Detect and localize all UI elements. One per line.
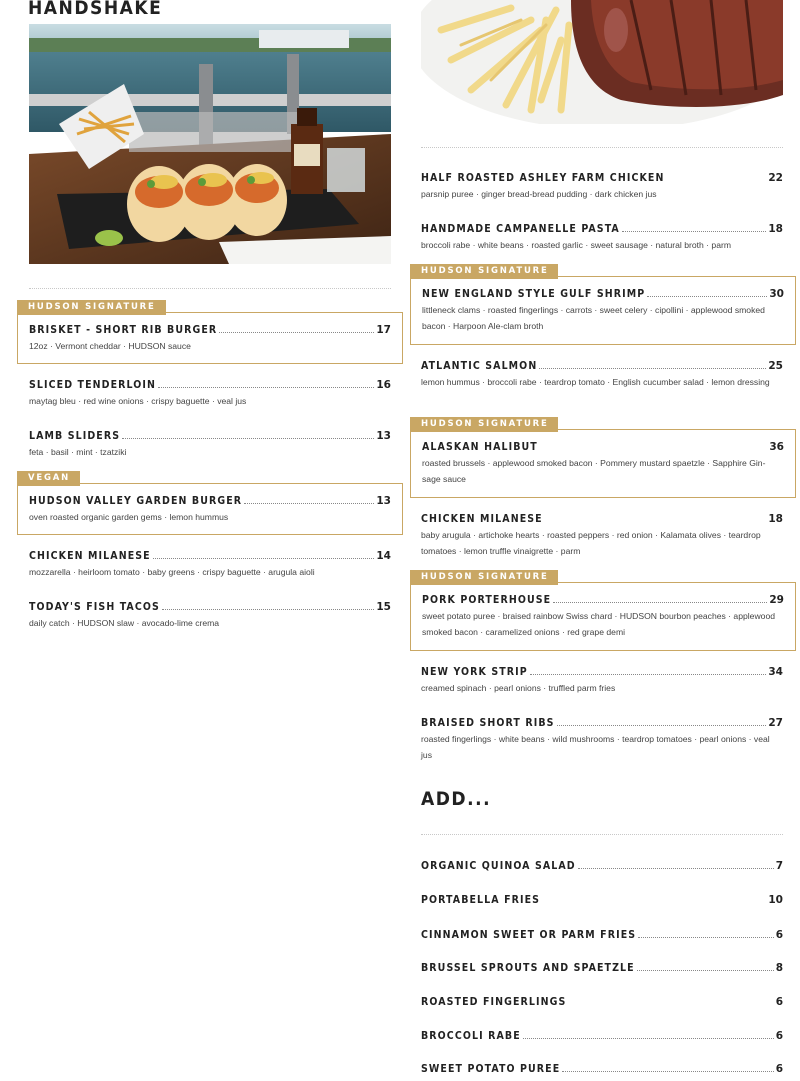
menu-item-braised-short-ribs xyxy=(421,717,783,763)
section-title-add: ADD... xyxy=(421,788,492,810)
item-name: CINNAMON SWEET OR PARM FRIES xyxy=(421,929,637,941)
leader-dots xyxy=(219,332,374,333)
item-description: baby arugula · artichoke hearts · roasted peppers · red onion · Kalamata olives · teardrop tomatoes · lemon truffle vinaigrette · parm xyxy=(421,530,761,556)
hudson-signature-tag: HUDSON SIGNATURE xyxy=(410,264,558,279)
add-item-brussel-sprouts xyxy=(421,962,783,974)
add-item-quinoa-salad xyxy=(421,860,783,872)
section-divider xyxy=(421,147,783,148)
item-description: broccoli rabe · white beans · roasted garlic · sweet sausage · natural broth · parm xyxy=(421,240,731,250)
menu-item-atlantic-salmon xyxy=(421,360,783,390)
hudson-signature-tag: HUDSON SIGNATURE xyxy=(410,570,558,585)
item-price: 14 xyxy=(376,550,391,562)
item-price: 8 xyxy=(775,962,783,974)
leader-dots xyxy=(244,503,374,504)
add-item-sweet-or-parm-fries xyxy=(421,929,783,941)
item-name: BRISKET - SHORT RIB BURGER xyxy=(29,324,218,336)
menu-item-roasted-chicken xyxy=(421,172,783,202)
add-item-broccoli-rabe xyxy=(421,1030,783,1042)
hudson-signature-tag: HUDSON SIGNATURE xyxy=(17,300,166,315)
menu-item-chicken-milanese xyxy=(29,550,391,580)
item-description: parsnip puree · ginger bread-bread pudding · dark chicken jus xyxy=(421,189,657,199)
item-name: CHICKEN MILANESE xyxy=(421,513,543,525)
item-description: lemon hummus · broccoli rabe · teardrop tomato · English cucumber salad · lemon dressing xyxy=(421,377,770,387)
item-price: 13 xyxy=(376,430,391,442)
menu-item-gulf-shrimp xyxy=(410,276,796,345)
item-name: ROASTED FINGERLINGS xyxy=(421,996,567,1008)
item-name: PORK PORTERHOUSE xyxy=(422,594,552,606)
item-description: roasted fingerlings · white beans · wild mushrooms · teardrop tomatoes · pearl onions · veal jus xyxy=(421,734,770,760)
item-name: LAMB SLIDERS xyxy=(29,430,121,442)
leader-dots xyxy=(557,725,767,726)
item-description: daily catch · HUDSON slaw · avocado-lime crema xyxy=(29,618,220,628)
item-price: 7 xyxy=(775,860,783,872)
leader-dots xyxy=(638,937,774,938)
item-price: 30 xyxy=(769,288,784,300)
leader-dots xyxy=(158,387,374,388)
leader-dots xyxy=(153,558,375,559)
menu-item-alaskan-halibut xyxy=(410,429,796,498)
hudson-signature-tag: HUDSON SIGNATURE xyxy=(410,417,558,432)
item-price: 29 xyxy=(769,594,784,606)
section-divider xyxy=(421,834,783,835)
item-price: 13 xyxy=(376,495,391,507)
item-price: 6 xyxy=(775,996,783,1008)
section-divider xyxy=(29,288,391,289)
section-title-handshake: HANDSHAKE xyxy=(28,0,163,19)
item-name: HALF ROASTED ASHLEY FARM CHICKEN xyxy=(421,172,665,184)
item-description: littleneck clams · roasted fingerlings · carrots · sweet celery · cipollini · applewood smoked bacon · Harpoon Ale-clam broth xyxy=(422,305,765,331)
steak-photo-image xyxy=(421,0,783,124)
item-description: sweet potato puree · braised rainbow Swiss chard · HUDSON bourbon peaches · applewood smoked bacon · caramelized onions · red grape demi xyxy=(422,611,776,637)
menu-item-brisket-burger xyxy=(17,312,403,364)
add-item-portabella-fries xyxy=(421,894,783,906)
item-price: 22 xyxy=(768,172,783,184)
add-item-roasted-fingerlings xyxy=(421,996,783,1008)
vegan-tag: VEGAN xyxy=(17,471,80,486)
menu-item-fish-tacos xyxy=(29,601,391,631)
item-name: CHICKEN MILANESE xyxy=(29,550,151,562)
leader-dots xyxy=(637,970,774,971)
item-name: NEW ENGLAND STYLE GULF SHRIMP xyxy=(422,288,646,300)
menu-item-campanelle-pasta xyxy=(421,223,783,253)
menu-item-garden-burger xyxy=(17,483,403,535)
item-name: TODAY'S FISH TACOS xyxy=(29,601,160,613)
item-price: 34 xyxy=(768,666,783,678)
item-description: maytag bleu · red wine onions · crispy baguette · veal jus xyxy=(29,396,247,406)
item-name: NEW YORK STRIP xyxy=(421,666,528,678)
menu-item-sliced-tenderloin xyxy=(29,379,391,409)
leader-dots xyxy=(622,231,767,232)
item-description: feta · basil · mint · tzatziki xyxy=(29,447,127,457)
item-name: ORGANIC QUINOA SALAD xyxy=(421,860,576,872)
menu-item-new-york-strip xyxy=(421,666,783,696)
item-price: 15 xyxy=(376,601,391,613)
item-price: 10 xyxy=(768,894,783,906)
item-price: 6 xyxy=(775,929,783,941)
item-description: 12oz · Vermont cheddar · HUDSON sauce xyxy=(29,341,191,351)
item-name: HANDMADE CAMPANELLE PASTA xyxy=(421,223,620,235)
leader-dots xyxy=(647,296,767,297)
leader-dots xyxy=(162,609,374,610)
item-name: BRAISED SHORT RIBS xyxy=(421,717,555,729)
item-name: HUDSON VALLEY GARDEN BURGER xyxy=(29,495,243,507)
item-price: 18 xyxy=(768,223,783,235)
leader-dots xyxy=(578,868,774,869)
menu-item-lamb-sliders xyxy=(29,430,391,460)
item-name: SWEET POTATO PUREE xyxy=(421,1063,561,1075)
item-name: PORTABELLA FRIES xyxy=(421,894,541,906)
item-price: 6 xyxy=(775,1063,783,1075)
item-description: oven roasted organic garden gems · lemon hummus xyxy=(29,512,229,522)
leader-dots xyxy=(530,674,767,675)
steak-photo xyxy=(421,0,783,124)
item-price: 6 xyxy=(775,1030,783,1042)
item-price: 17 xyxy=(376,324,391,336)
leader-dots xyxy=(553,602,767,603)
item-name: BRUSSEL SPROUTS AND SPAETZLE xyxy=(421,962,635,974)
tacos-photo-image xyxy=(29,24,391,264)
item-description: roasted brussels · applewood smoked bacon · Pommery mustard spaetzle · Sapphire Gin-sage sauce xyxy=(422,458,766,484)
tacos-photo xyxy=(29,24,391,264)
item-price: 16 xyxy=(376,379,391,391)
item-name: ATLANTIC SALMON xyxy=(421,360,538,372)
item-price: 25 xyxy=(768,360,783,372)
item-price: 18 xyxy=(768,513,783,525)
item-description: creamed spinach · pearl onions · truffled parm fries xyxy=(421,683,616,693)
add-item-sweet-potato-puree xyxy=(421,1063,783,1075)
menu-item-pork-porterhouse xyxy=(410,582,796,651)
item-name: BROCCOLI RABE xyxy=(421,1030,521,1042)
item-description: mozzarella · heirloom tomato · baby greens · crispy baguette · arugula aioli xyxy=(29,567,315,577)
menu-item-chicken-milanese-entree xyxy=(421,513,783,559)
item-name: SLICED TENDERLOIN xyxy=(29,379,157,391)
item-name: ALASKAN HALIBUT xyxy=(422,441,538,453)
leader-dots xyxy=(539,368,766,369)
item-price: 27 xyxy=(768,717,783,729)
leader-dots xyxy=(562,1071,773,1072)
leader-dots xyxy=(523,1038,774,1039)
item-price: 36 xyxy=(769,441,784,453)
leader-dots xyxy=(122,438,374,439)
